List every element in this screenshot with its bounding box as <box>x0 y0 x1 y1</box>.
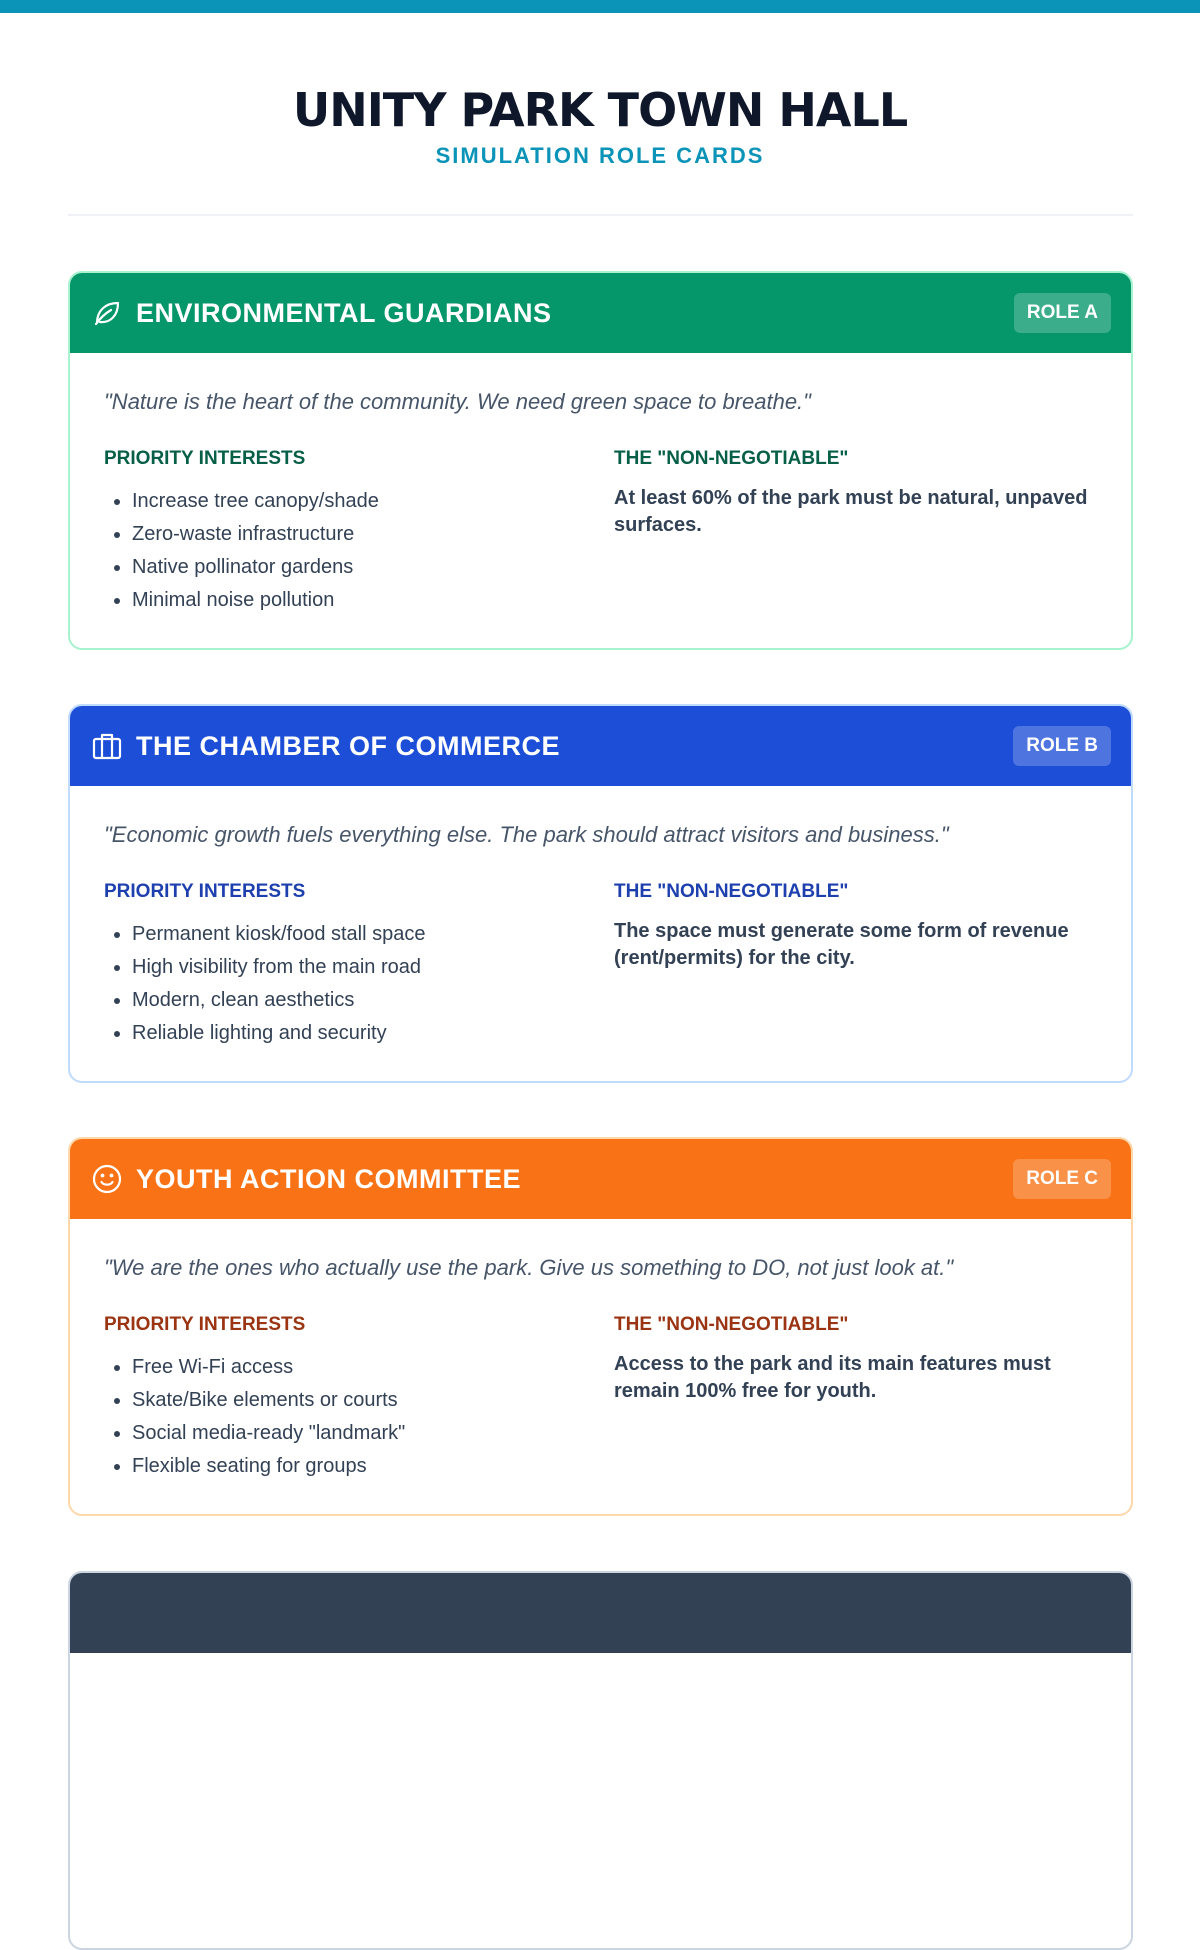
role-badge: ROLE B <box>1013 726 1111 766</box>
page-title: UNITY PARK TOWN HALL <box>292 83 908 137</box>
list-item: • Free Wi-Fi access <box>132 1351 614 1384</box>
header-divider <box>68 214 1133 216</box>
list-item: • High visibility from the main road <box>132 951 614 984</box>
non-negotiable-label: THE "NON-NEGOTIABLE" <box>614 881 849 902</box>
list-item: • Social media-ready "landmark" <box>132 1417 614 1450</box>
card-header <box>70 1573 1131 1653</box>
non-negotiable-label: THE "NON-NEGOTIABLE" <box>614 448 849 469</box>
role-card-fourth <box>68 1571 1133 1950</box>
card-header <box>70 706 1131 786</box>
non-negotiable-text: At least 60% of the park must be natural, unpaved surfaces. <box>614 487 1088 536</box>
non-negotiable-text: The space must generate some form of revenue (rent/permits) for the city. <box>614 920 1069 969</box>
card-quote: "Economic growth fuels everything else. The park should attract visitors and business." <box>104 822 949 847</box>
role-card-environmental <box>68 271 1133 650</box>
card-body <box>70 1219 1131 1513</box>
page-subtitle: SIMULATION ROLE CARDS <box>435 143 765 168</box>
card-body <box>70 353 1131 647</box>
list-item: • Minimal noise pollution <box>132 584 614 617</box>
card-title: YOUTH ACTION COMMITTEE <box>136 1163 521 1194</box>
role-badge: ROLE A <box>1014 293 1111 333</box>
interests-list <box>104 485 614 617</box>
top-accent-bar <box>0 0 1200 13</box>
card-title: THE CHAMBER OF COMMERCE <box>136 730 560 761</box>
leaf-icon <box>90 296 124 330</box>
list-item: • Flexible seating for groups <box>132 1450 614 1483</box>
non-negotiable-label: THE "NON-NEGOTIABLE" <box>614 1314 849 1335</box>
list-item: • Modern, clean aesthetics <box>132 984 614 1017</box>
interests-label: PRIORITY INTERESTS <box>104 1314 306 1335</box>
card-title: ENVIRONMENTAL GUARDIANS <box>136 297 552 328</box>
card-quote: "We are the ones who actually use the park. Give us something to DO, not just look at." <box>104 1255 954 1280</box>
interests-list <box>104 918 614 1050</box>
smile-icon <box>90 1162 124 1196</box>
list-item: • Zero-waste infrastructure <box>132 518 614 551</box>
list-item: • Increase tree canopy/shade <box>132 485 614 518</box>
role-card-commerce <box>68 704 1133 1083</box>
card-quote: "Nature is the heart of the community. We need green space to breathe." <box>104 389 811 414</box>
role-badge: ROLE C <box>1013 1159 1111 1199</box>
role-card-youth <box>68 1137 1133 1516</box>
briefcase-icon <box>90 729 124 763</box>
card-header <box>70 273 1131 353</box>
non-negotiable-text: Access to the park and its main features must remain 100% free for youth. <box>614 1353 1051 1402</box>
list-item: • Reliable lighting and security <box>132 1017 614 1050</box>
card-body <box>70 786 1131 1080</box>
page-header <box>0 80 1200 170</box>
card-header <box>70 1139 1131 1219</box>
list-item: • Native pollinator gardens <box>132 551 614 584</box>
interests-label: PRIORITY INTERESTS <box>104 448 306 469</box>
interests-label: PRIORITY INTERESTS <box>104 881 306 902</box>
list-item: • Skate/Bike elements or courts <box>132 1384 614 1417</box>
list-item: • Permanent kiosk/food stall space <box>132 918 614 951</box>
interests-list <box>104 1351 614 1483</box>
